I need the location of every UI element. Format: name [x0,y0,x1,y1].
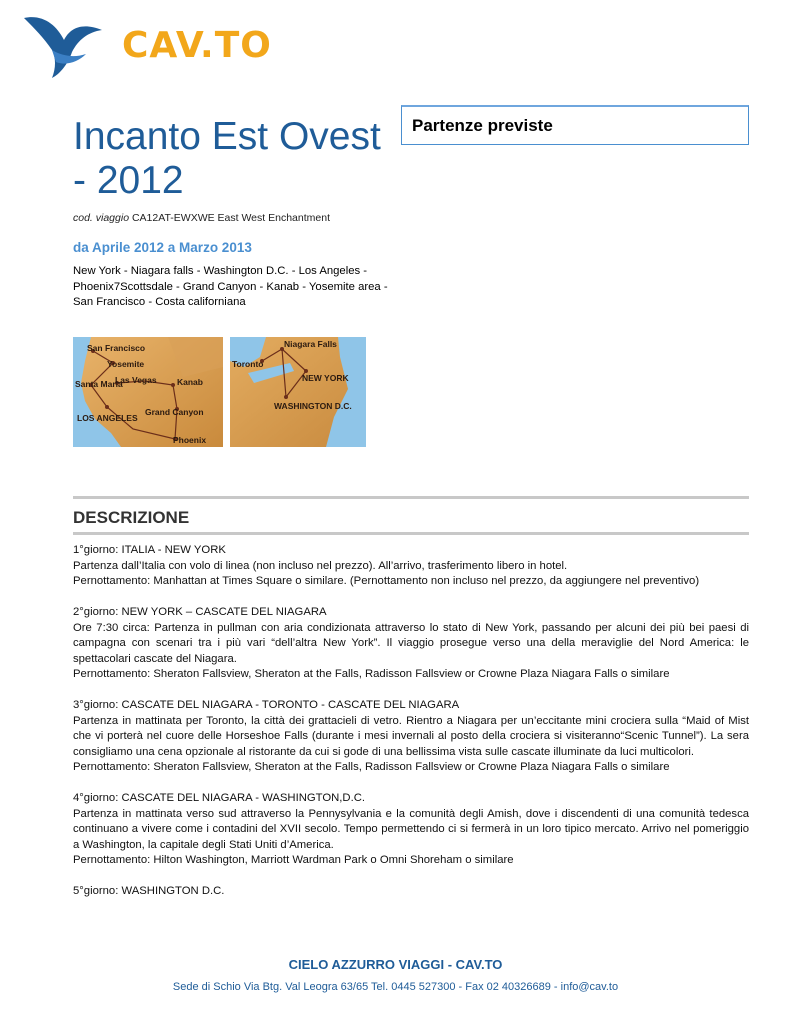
trip-title: Incanto Est Ovest - 2012 [73,115,381,202]
east-route-map [230,337,366,447]
day-title: 2°giorno: NEW YORK – CASCATE DEL NIAGARA [73,606,327,618]
day-title: 3°giorno: CASCATE DEL NIAGARA - TORONTO - CASCATE DEL NIAGARA [73,699,460,711]
itinerary-day [73,791,749,869]
map-label: Phoenix [173,435,207,445]
map-label: WASHINGTON D.C. [274,401,352,411]
description-heading: DESCRIZIONE [73,508,190,527]
trip-code [73,212,330,224]
company-logo [22,10,272,80]
map-label: Niagara Falls [284,339,337,349]
map-label: Yosemite [107,359,145,369]
section-divider-bottom [73,532,749,535]
day-overnight: Pernottamento: Sheraton Fallsview, Sheraton at the Falls, Radisson Fallsview or Crowne Plaza Niagara Falls o similare [73,668,670,680]
footer-company: CIELO AZZURRO VIAGGI - CAV.TO [288,957,503,972]
trip-code-value: CA12AT-EWXWE East West Enchantment [131,212,330,224]
map-label: San Francisco [87,343,146,353]
west-route-map [73,337,223,447]
day-text: Partenza in mattinata per Toronto, la città dei grattacieli di vetro. Rientro a Niagara per un’eccitante mini crociera sulla “Maid of Mist che vi porterà nel cuore delle Horseshoe Falls (durante i mesi invernali al posto della crociera si visiteranno“Scenic Tunnel”). La sera consigliamo una cena opzionale al ristorante da cui si gode di una bellissima vista sulle cascate illuminate da luci multicolori. [73,714,749,758]
map-label: Las Vegas [115,375,157,385]
trip-code-label: cod. viaggio [73,212,130,224]
day-overnight: Pernottamento: Sheraton Fallsview, Sheraton at the Falls, Radisson Fallsview or Crowne Plaza Niagara Falls o similare [73,761,670,773]
day-text: Partenza in mattinata verso sud attraverso la Pennysylvania e la comunità degli Amish, dove i discendenti di una comunità tedesca continuano a vivere come i contadini del XVII secolo. Tempo permettendo ci si fermerà in un loro tipico mercato. Arrivo nel pomeriggio a Washington, la capitale degli Stati Uniti d’America. [73,807,749,851]
day-overnight: Pernottamento: Hilton Washington, Marriott Wardman Park o Omni Shoreham o similare [73,854,514,866]
map-label: Kanab [177,377,203,387]
day-title: 4°giorno: CASCATE DEL NIAGARA - WASHINGTON,D.C. [73,792,366,804]
itinerary-day [73,698,749,776]
itinerary-day [73,884,749,900]
map-label: Toronto [232,359,264,369]
itinerary [73,543,749,915]
logo-text: CAV.TO [122,25,272,66]
departures-box [401,105,749,145]
day-title: 5°giorno: WASHINGTON D.C. [73,885,225,897]
day-overnight: Pernottamento: Manhattan at Times Square o similare. (Pernottamento non incluso nel prezzo, da aggiungere nel preventivo) [73,575,700,587]
map-label: NEW YORK [302,373,349,383]
map-label: LOS ANGELES [77,413,138,423]
map-label: Santa Maria [75,379,123,389]
section-divider-top [73,496,749,499]
trip-route: New York - Niagara falls - Washington D.C. - Los Angeles - Phoenix7Scottsdale - Grand Canyon - Kanab - Yosemite area - San Francisco - Costa californiana [73,265,388,308]
itinerary-day [73,543,749,590]
day-text: Partenza dall’Italia con volo di linea (non incluso nel prezzo). All’arrivo, trasferimento libero in hotel. [73,559,568,572]
itinerary-day [73,605,749,683]
day-text: Ore 7:30 circa: Partenza in pullman con aria condizionata attraverso lo stato di New York, passando per alcuni dei più bei paesi di campagna con scenari tra i più vari “dell’altra New York”. Il viaggio prosegue verso una della meraviglie del Nord America: le spettacolari cascate del Niagara. [73,621,749,665]
bird-logo-icon [22,10,112,80]
map-label: Grand Canyon [145,407,204,417]
departures-heading: Partenze previste [412,116,553,135]
trip-period: da Aprile 2012 a Marzo 2013 [73,240,252,255]
footer-address: Sede di Schio Via Btg. Val Leogra 63/65 Tel. 0445 527300 - Fax 02 40326689 - info@cav.to [172,981,619,993]
day-title: 1°giorno: ITALIA - NEW YORK [73,544,226,556]
